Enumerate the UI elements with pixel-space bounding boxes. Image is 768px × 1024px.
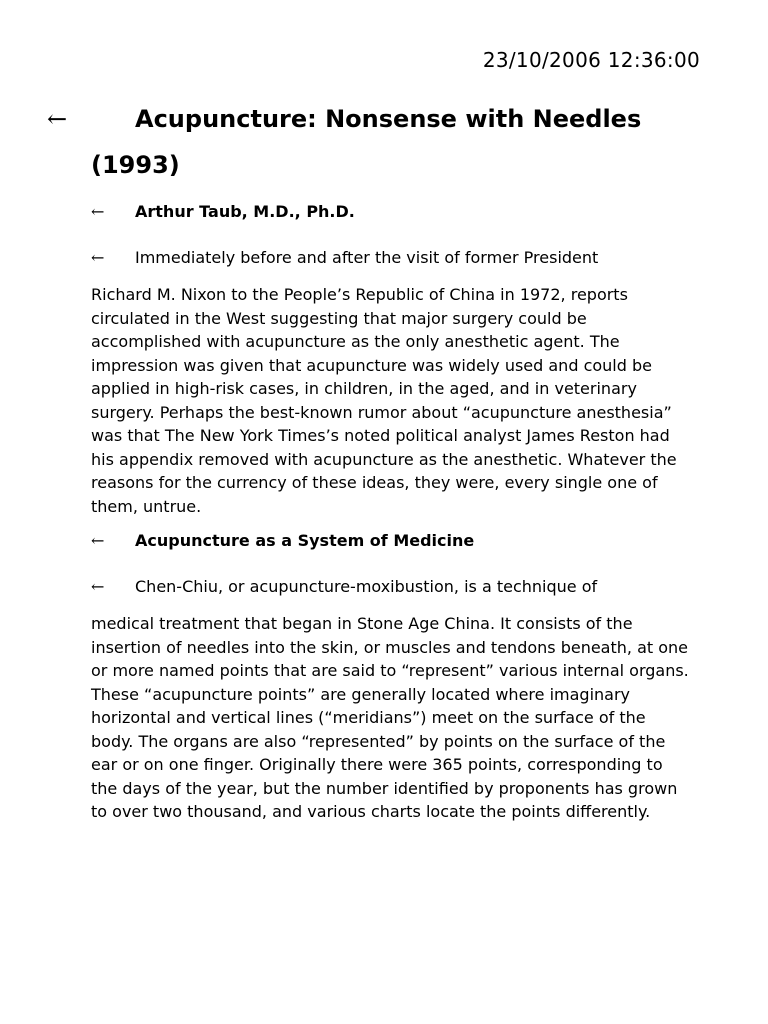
section-heading-text: Acupuncture as a System of Medicine [135, 531, 475, 550]
section-body: medical treatment that began in Stone Age China. It consists of the insertion of needles into the skin, or muscles and tendons beneath, at one or more named points that are said to “represent” various internal organs. These “acupuncture points” are generally located where imaginary horizontal and vertical lines (“meridians”) meet on the surface of the body. The organs are also “represented” by points on the surface of the ear or on one finger. Originally there were 365 points, corresponding to the days of the year, but the number identified by proponents has grown to over two thousand, and various charts locate the points differently. [91, 614, 689, 821]
document-content [47, 96, 691, 824]
bullet-arrow-icon: ← [91, 247, 105, 267]
author-line [91, 200, 691, 224]
bullet-arrow-icon: ← [47, 105, 68, 133]
intro-lead-text: Immediately before and after the visit of former President [135, 247, 599, 267]
document-title: Acupuncture: Nonsense with Needles (1993) [91, 105, 642, 179]
document-title-block [47, 96, 691, 188]
bullet-arrow-icon: ← [91, 531, 105, 550]
bullet-arrow-icon: ← [91, 576, 105, 596]
bullet-arrow-icon: ← [91, 202, 105, 221]
section-lead-text: Chen-Chiu, or acupuncture-moxibustion, is a technique of [135, 576, 598, 596]
document-timestamp: 23/10/2006 12:36:00 [482, 48, 700, 72]
section-heading [91, 529, 691, 553]
author-name: Arthur Taub, M.D., Ph.D. [135, 202, 355, 221]
section-lead [91, 575, 691, 599]
intro-lead [91, 246, 691, 270]
intro-body: Richard M. Nixon to the People’s Republic of China in 1972, reports circulated in the West suggesting that major surgery could be accomplished with acupuncture as the only anesthetic agent. The impression was given that acupuncture was widely used and could be applied in high-risk cases, in children, in the aged, and in veterinary surgery. Perhaps the best-known rumor about “acupuncture anesthesia” was that The New York Times’s noted political analyst James Reston had his appendix removed with acupuncture as the anesthetic. Whatever the reasons for the currency of these ideas, they were, every single one of them, untrue. [91, 285, 677, 516]
